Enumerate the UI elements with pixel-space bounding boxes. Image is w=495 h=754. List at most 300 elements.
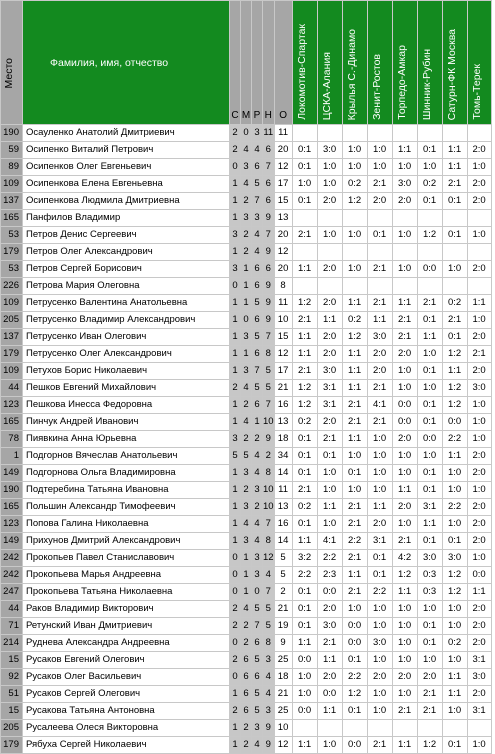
prediction-cell: 3:0 <box>367 329 392 346</box>
prediction-cell: 1:0 <box>317 737 342 754</box>
prediction-cell: 2:1 <box>392 329 417 346</box>
prediction-cell: 0:1 <box>292 618 317 635</box>
stat-cell: 6 <box>241 652 252 669</box>
prediction-cell: 2:1 <box>442 176 467 193</box>
prediction-cell: 2:0 <box>467 142 491 159</box>
prediction-cell: 2:1 <box>342 516 367 533</box>
stat-cell: 2 <box>252 431 263 448</box>
stat-cell: 9 <box>263 210 275 227</box>
stat-cell: 3 <box>252 125 263 142</box>
prediction-cell: 1:0 <box>392 159 417 176</box>
match-header-1 <box>317 1 342 125</box>
stat-cell: 4 <box>263 669 275 686</box>
header-row <box>1 1 492 125</box>
prediction-cell <box>417 210 442 227</box>
prediction-cell <box>467 720 491 737</box>
prediction-cell: 1:0 <box>367 703 392 720</box>
table-row <box>1 703 492 720</box>
prediction-cell: 2:1 <box>442 312 467 329</box>
name-cell: Петрова Мария Олеговна <box>23 278 230 295</box>
prediction-cell <box>367 278 392 295</box>
prediction-cell: 0:1 <box>317 448 342 465</box>
table-row <box>1 142 492 159</box>
prediction-cell: 3:1 <box>317 380 342 397</box>
prediction-cell: 1:2 <box>442 346 467 363</box>
prediction-cell: 1:1 <box>342 363 367 380</box>
prediction-cell: 1:0 <box>392 261 417 278</box>
stat-cell: 3 <box>241 465 252 482</box>
stat-cell: 4 <box>263 567 275 584</box>
prediction-cell: 0:1 <box>367 550 392 567</box>
table-row <box>1 686 492 703</box>
stat-cell: 0 <box>252 584 263 601</box>
prediction-cell: 1:1 <box>292 346 317 363</box>
points-cell: 25 <box>274 703 292 720</box>
stat-cell: 3 <box>241 363 252 380</box>
table-row <box>1 499 492 516</box>
table-row <box>1 397 492 414</box>
prediction-cell: 2:0 <box>467 516 491 533</box>
stat-cell: 3 <box>230 261 241 278</box>
name-cell: Русаков Олег Васильевич <box>23 669 230 686</box>
stat-cell: 2 <box>263 448 275 465</box>
prediction-cell: 1:1 <box>292 261 317 278</box>
prediction-cell: 1:1 <box>467 295 491 312</box>
stat-cell: 6 <box>263 261 275 278</box>
prediction-cell: 2:0 <box>392 431 417 448</box>
rank-cell: 44 <box>1 380 23 397</box>
prediction-cell: 1:0 <box>342 482 367 499</box>
stat-cell: 2 <box>241 635 252 652</box>
prediction-cell <box>342 278 367 295</box>
prediction-cell: 1:1 <box>442 363 467 380</box>
prediction-cell: 0:1 <box>442 227 467 244</box>
prediction-cell: 1:1 <box>342 380 367 397</box>
prediction-cell: 0:1 <box>292 193 317 210</box>
stat-cell: 7 <box>263 584 275 601</box>
rank-cell: 165 <box>1 499 23 516</box>
table-row <box>1 261 492 278</box>
prediction-cell: 0:0 <box>417 431 442 448</box>
prediction-cell <box>417 720 442 737</box>
prediction-cell: 1:2 <box>442 584 467 601</box>
prediction-cell: 0:0 <box>292 703 317 720</box>
stat-cell: 1 <box>230 533 241 550</box>
rank-cell: 71 <box>1 618 23 635</box>
prediction-cell: 2:1 <box>367 261 392 278</box>
prediction-cell: 1:2 <box>342 329 367 346</box>
name-cell: Попова Галина Николаевна <box>23 516 230 533</box>
prediction-cell: 3:0 <box>417 550 442 567</box>
prediction-cell: 1:0 <box>392 618 417 635</box>
prediction-cell: 1:0 <box>392 363 417 380</box>
points-cell: 21 <box>274 686 292 703</box>
points-cell: 12 <box>274 346 292 363</box>
prediction-cell: 1:0 <box>292 669 317 686</box>
stat-cell: 4 <box>252 448 263 465</box>
stat-cell: 6 <box>252 635 263 652</box>
prediction-cell: 0:1 <box>342 465 367 482</box>
stat-header-label: Н <box>264 110 272 121</box>
name-cell: Русаков Сергей Олегович <box>23 686 230 703</box>
name-cell: Петухов Борис Николаевич <box>23 363 230 380</box>
prediction-cell: 1:1 <box>442 448 467 465</box>
name-header-label: Фамилия, имя, отчество <box>50 57 169 69</box>
prediction-cell: 0:1 <box>342 652 367 669</box>
prediction-cell <box>292 278 317 295</box>
stat-cell: 6 <box>263 176 275 193</box>
prediction-cell <box>292 720 317 737</box>
stat-cell: 3 <box>252 720 263 737</box>
prediction-cell <box>442 244 467 261</box>
prediction-cell: 0:2 <box>442 295 467 312</box>
stat-cell: 9 <box>263 720 275 737</box>
prediction-cell: 1:0 <box>467 312 491 329</box>
prediction-cell: 1:0 <box>367 159 392 176</box>
stat-cell: 6 <box>252 397 263 414</box>
prediction-cell: 1:0 <box>442 465 467 482</box>
points-cell: 12 <box>274 244 292 261</box>
stat-cell: 1 <box>230 465 241 482</box>
table-row <box>1 448 492 465</box>
prediction-cell: 1:0 <box>292 686 317 703</box>
table-row <box>1 125 492 142</box>
name-cell: Прокопьева Татьяна Николаевна <box>23 584 230 601</box>
prediction-cell: 0:1 <box>292 448 317 465</box>
stat-cell: 10 <box>263 482 275 499</box>
prediction-cell: 2:0 <box>467 618 491 635</box>
stat-cell: 2 <box>241 737 252 754</box>
prediction-cell <box>392 125 417 142</box>
stat-cell: 5 <box>252 601 263 618</box>
prediction-cell: 0:1 <box>292 431 317 448</box>
stat-cell: 4 <box>263 686 275 703</box>
stat-cell: 5 <box>252 703 263 720</box>
stat-cell: 1 <box>230 295 241 312</box>
stat-cell: 8 <box>263 465 275 482</box>
rank-cell: 226 <box>1 278 23 295</box>
prediction-cell: 2:0 <box>417 669 442 686</box>
prediction-cell: 2:0 <box>467 686 491 703</box>
prediction-cell: 1:1 <box>467 584 491 601</box>
prediction-cell: 1:2 <box>417 737 442 754</box>
prediction-cell: 2:0 <box>392 193 417 210</box>
prediction-cell: 2:1 <box>292 363 317 380</box>
prediction-cell: 1:1 <box>367 499 392 516</box>
rank-cell: 137 <box>1 329 23 346</box>
prediction-cell: 2:0 <box>467 533 491 550</box>
name-cell: Осипенков Олег Евгеньевич <box>23 159 230 176</box>
prediction-cell: 2:0 <box>367 669 392 686</box>
stat-cell: 2 <box>241 227 252 244</box>
stat-cell: 5 <box>241 448 252 465</box>
stat-cell: 2 <box>241 431 252 448</box>
match-header-0 <box>292 1 317 125</box>
prediction-cell: 1:2 <box>392 567 417 584</box>
prediction-cell: 1:1 <box>342 431 367 448</box>
stat-cell: 6 <box>252 669 263 686</box>
prediction-cell <box>442 125 467 142</box>
points-cell: 19 <box>274 618 292 635</box>
prediction-cell: 2:0 <box>467 176 491 193</box>
points-cell: 13 <box>274 210 292 227</box>
n-header <box>263 1 275 125</box>
prediction-cell: 2:3 <box>317 567 342 584</box>
table-row <box>1 635 492 652</box>
stat-cell: 6 <box>241 686 252 703</box>
stat-cell: 1 <box>252 414 263 431</box>
table-row <box>1 431 492 448</box>
prediction-cell: 0:2 <box>342 176 367 193</box>
prediction-cell: 1:0 <box>442 652 467 669</box>
name-header <box>23 1 230 125</box>
name-cell: Осипенкова Елена Евгеньевна <box>23 176 230 193</box>
name-cell: Петров Денис Сергеевич <box>23 227 230 244</box>
prediction-cell: 1:0 <box>367 431 392 448</box>
prediction-cell: 2:0 <box>467 329 491 346</box>
name-cell: Панфилов Владимир <box>23 210 230 227</box>
stat-cell: 6 <box>252 346 263 363</box>
points-cell: 11 <box>274 125 292 142</box>
prediction-cell <box>467 244 491 261</box>
stat-cell: 4 <box>241 142 252 159</box>
prediction-cell <box>417 278 442 295</box>
stat-cell: 5 <box>252 295 263 312</box>
prediction-cell: 1:0 <box>342 159 367 176</box>
prediction-cell: 2:0 <box>467 465 491 482</box>
table-row <box>1 533 492 550</box>
prediction-cell: 2:0 <box>317 414 342 431</box>
prediction-cell: 1:1 <box>442 142 467 159</box>
prediction-cell: 2:0 <box>467 499 491 516</box>
rank-cell: 149 <box>1 533 23 550</box>
prediction-cell: 4:1 <box>317 533 342 550</box>
prediction-cell: 1:0 <box>467 482 491 499</box>
prediction-cell <box>342 720 367 737</box>
prediction-cell: 0:3 <box>417 567 442 584</box>
stat-cell: 4 <box>241 601 252 618</box>
points-cell: 11 <box>274 295 292 312</box>
prediction-cell: 1:0 <box>392 465 417 482</box>
stat-cell: 5 <box>263 363 275 380</box>
rank-cell: 15 <box>1 652 23 669</box>
stat-cell: 7 <box>252 193 263 210</box>
prediction-cell: 0:2 <box>417 176 442 193</box>
stat-cell: 5 <box>252 176 263 193</box>
prediction-cell: 1:0 <box>467 397 491 414</box>
match-header-6 <box>442 1 467 125</box>
prediction-cell: 1:1 <box>317 652 342 669</box>
points-cell: 11 <box>274 482 292 499</box>
stat-cell: 8 <box>263 635 275 652</box>
stat-cell: 3 <box>263 703 275 720</box>
table-row <box>1 380 492 397</box>
stat-cell: 4 <box>252 533 263 550</box>
prediction-cell: 1:0 <box>317 159 342 176</box>
stat-cell: 1 <box>230 176 241 193</box>
stat-cell: 0 <box>230 584 241 601</box>
points-cell: 21 <box>274 380 292 397</box>
prediction-cell: 1:0 <box>342 227 367 244</box>
stat-cell: 2 <box>230 601 241 618</box>
prediction-cell: 2:0 <box>392 669 417 686</box>
prediction-cell: 3:0 <box>467 669 491 686</box>
stat-cell: 3 <box>252 482 263 499</box>
m-header <box>241 1 252 125</box>
prediction-cell: 2:2 <box>367 584 392 601</box>
stat-cell: 4 <box>241 380 252 397</box>
prediction-cell: 2:0 <box>467 635 491 652</box>
prediction-cell: 1:0 <box>367 465 392 482</box>
name-cell: Петрусенко Владимир Александрович <box>23 312 230 329</box>
prediction-cell: 1:0 <box>442 482 467 499</box>
stat-cell: 1 <box>230 499 241 516</box>
stat-cell: 4 <box>241 176 252 193</box>
prediction-cell: 2:0 <box>392 499 417 516</box>
name-cell: Пиявкина Анна Юрьевна <box>23 431 230 448</box>
prediction-cell: 0:1 <box>417 397 442 414</box>
match-header-label: ЦСКА-Алания <box>320 51 333 120</box>
stat-cell: 4 <box>252 516 263 533</box>
stat-cell: 0 <box>241 312 252 329</box>
prediction-cell: 3:1 <box>467 703 491 720</box>
prediction-cell: 1:0 <box>342 261 367 278</box>
points-cell: 14 <box>274 533 292 550</box>
prediction-cell: 3:1 <box>417 499 442 516</box>
prediction-cell: 1:1 <box>392 584 417 601</box>
stat-cell: 6 <box>241 669 252 686</box>
stat-cell: 3 <box>241 210 252 227</box>
stat-cell: 5 <box>252 380 263 397</box>
stat-cell: 7 <box>263 227 275 244</box>
prediction-cell: 3:0 <box>317 618 342 635</box>
prediction-cell: 2:1 <box>367 414 392 431</box>
prediction-cell <box>342 125 367 142</box>
prediction-cell: 2:1 <box>342 414 367 431</box>
prediction-cell: 1:1 <box>342 567 367 584</box>
prediction-cell: 1:0 <box>367 686 392 703</box>
prediction-cell: 1:0 <box>392 652 417 669</box>
stat-cell: 2 <box>241 482 252 499</box>
prediction-cell: 2:2 <box>442 431 467 448</box>
prediction-cell: 0:0 <box>342 737 367 754</box>
prediction-cell: 1:0 <box>392 601 417 618</box>
prediction-cell: 1:0 <box>417 380 442 397</box>
prediction-cell: 0:1 <box>417 618 442 635</box>
points-cell: 21 <box>274 601 292 618</box>
prediction-cell <box>417 244 442 261</box>
match-header-5 <box>417 1 442 125</box>
prediction-cell: 2:1 <box>292 482 317 499</box>
table-row <box>1 176 492 193</box>
prediction-cell: 0:1 <box>442 193 467 210</box>
name-cell: Осипенкова Людмила Дмитриевна <box>23 193 230 210</box>
name-cell: Петрусенко Иван Олегович <box>23 329 230 346</box>
rank-cell: 247 <box>1 584 23 601</box>
prediction-cell: 0:0 <box>467 567 491 584</box>
stat-cell: 1 <box>241 567 252 584</box>
points-cell: 17 <box>274 363 292 380</box>
stat-cell: 5 <box>263 380 275 397</box>
table-row <box>1 550 492 567</box>
match-header-label: Сатурн-ФК Москва <box>445 28 458 120</box>
prediction-cell: 1:0 <box>442 618 467 635</box>
rank-cell: 89 <box>1 159 23 176</box>
name-cell: Прихунов Дмитрий Александрович <box>23 533 230 550</box>
stat-cell: 11 <box>263 125 275 142</box>
rank-cell: 44 <box>1 601 23 618</box>
rank-cell: 59 <box>1 142 23 159</box>
stat-cell: 2 <box>230 652 241 669</box>
stat-cell: 1 <box>230 193 241 210</box>
prediction-cell: 1:0 <box>317 465 342 482</box>
prediction-cell <box>467 278 491 295</box>
prediction-cell: 2:0 <box>317 346 342 363</box>
name-cell: Прокопьев Павел Станиславович <box>23 550 230 567</box>
points-cell: 5 <box>274 567 292 584</box>
stat-cell: 3 <box>252 210 263 227</box>
rank-cell: 190 <box>1 125 23 142</box>
stat-cell: 0 <box>241 125 252 142</box>
name-cell: Ретунский Иван Дмитриевич <box>23 618 230 635</box>
stat-header-label: М <box>241 110 251 121</box>
prediction-cell: 1:0 <box>367 448 392 465</box>
rank-header-label: Место <box>3 57 15 88</box>
stat-cell: 3 <box>252 550 263 567</box>
stat-cell: 1 <box>230 516 241 533</box>
prediction-cell: 1:2 <box>342 193 367 210</box>
name-cell: Пешков Евгений Михайлович <box>23 380 230 397</box>
prediction-cell: 1:1 <box>442 669 467 686</box>
stat-cell: 7 <box>252 618 263 635</box>
stat-cell: 10 <box>263 414 275 431</box>
points-cell: 14 <box>274 465 292 482</box>
prediction-cell: 1:0 <box>442 261 467 278</box>
prediction-cell: 1:1 <box>392 482 417 499</box>
stat-cell: 4 <box>241 516 252 533</box>
points-cell: 12 <box>274 159 292 176</box>
rank-cell: 165 <box>1 210 23 227</box>
stat-cell: 1 <box>230 414 241 431</box>
prediction-cell: 2:1 <box>342 397 367 414</box>
prediction-cell: 0:1 <box>292 601 317 618</box>
prediction-cell: 2:1 <box>392 533 417 550</box>
prediction-cell <box>317 244 342 261</box>
stat-cell: 1 <box>241 295 252 312</box>
stat-header-label: С <box>231 110 239 121</box>
stat-cell: 6 <box>263 142 275 159</box>
rank-cell: 109 <box>1 176 23 193</box>
prediction-cell: 1:0 <box>417 652 442 669</box>
prediction-cell: 2:0 <box>317 329 342 346</box>
prediction-cell <box>367 244 392 261</box>
prediction-cell: 1:2 <box>292 380 317 397</box>
stat-cell: 9 <box>263 431 275 448</box>
points-cell: 20 <box>274 227 292 244</box>
prediction-cell: 1:0 <box>342 601 367 618</box>
name-cell: Осауленко Анатолий Дмитриевич <box>23 125 230 142</box>
prediction-cell <box>367 125 392 142</box>
prediction-cell: 1:1 <box>342 295 367 312</box>
prediction-cell: 2:0 <box>367 193 392 210</box>
name-cell: Петров Сергей Борисович <box>23 261 230 278</box>
prediction-cell: 2:2 <box>442 499 467 516</box>
prediction-cell: 1:2 <box>342 686 367 703</box>
rank-cell: 109 <box>1 295 23 312</box>
rank-cell: 53 <box>1 261 23 278</box>
prediction-cell: 2:0 <box>467 363 491 380</box>
prediction-cell <box>442 278 467 295</box>
